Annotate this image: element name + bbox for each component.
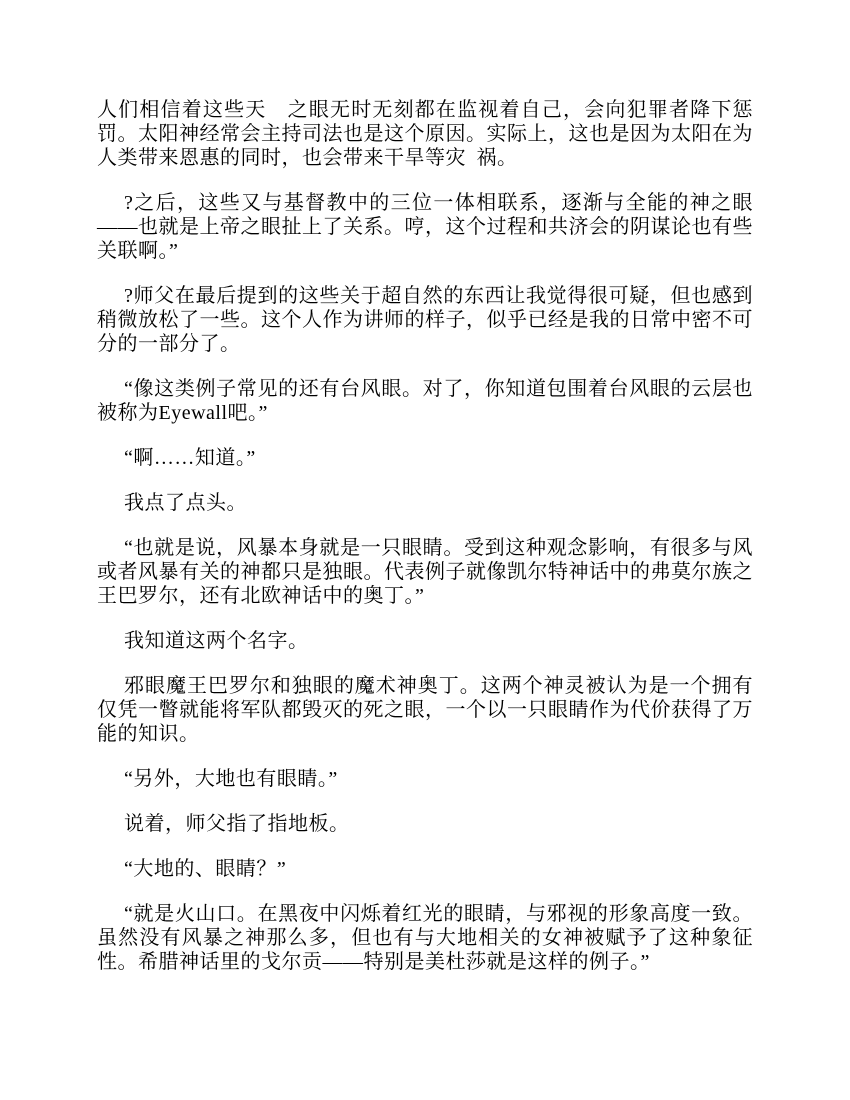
paragraph: 我点了点头。 xyxy=(124,492,247,514)
paragraph: “大地的、眼睛？” xyxy=(124,858,287,880)
paragraph: 说着，师父指了指地板。 xyxy=(124,813,350,835)
paragraph: “啊……知道。” xyxy=(124,447,256,469)
paragraph: 邪眼魔王巴罗尔和独眼的魔术神奥丁。这两个神灵被认为是一个拥有仅凭一瞥就能将军队都毁灭的死之眼，一个以一只眼睛作为代价获得了万能的知识。 xyxy=(97,675,753,745)
paragraph: 人们相信着这些天 之眼无时无刻都在监视着自己，会向犯罪者降下惩罚。太阳神经常会主持司法也是这个原因。实际上，这也是因为太阳在为人类带来恩惠的同时，也会带来干旱等灾 祸。 xyxy=(97,99,753,169)
paragraph: 我知道这两个名字。 xyxy=(124,630,309,652)
paragraph: ?之后，这些又与基督教中的三位一体相联系，逐渐与全能的神之眼——也就是上帝之眼扯上了关系。哼，这个过程和共济会的阴谋论也有些关联啊。” xyxy=(97,192,753,262)
paragraph: “也就是说，风暴本身就是一只眼睛。受到这种观念影响，有很多与风或者风暴有关的神都只是独眼。代表例子就像凯尔特神话中的弗莫尔族之王巴罗尔，还有北欧神话中的奥丁。” xyxy=(97,537,753,607)
paragraph: “像这类例子常见的还有台风眼。对了，你知道包围着台风眼的云层也被称为Eyewall吧。” xyxy=(97,378,753,424)
paragraph: “另外，大地也有眼睛。” xyxy=(124,768,338,790)
paragraph: ?师父在最后提到的这些关于超自然的东西让我觉得很可疑，但也感到稍微放松了一些。这个人作为讲师的样子，似乎已经是我的日常中密不可分的一部分了。 xyxy=(97,285,753,355)
paragraph: “就是火山口。在黑夜中闪烁着红光的眼睛，与邪视的形象高度一致。虽然没有风暴之神那么多，但也有与大地相关的女神被赋予了这种象征性。希腊神话里的戈尔贡——特别是美杜莎就是这样的例子。” xyxy=(97,903,753,973)
